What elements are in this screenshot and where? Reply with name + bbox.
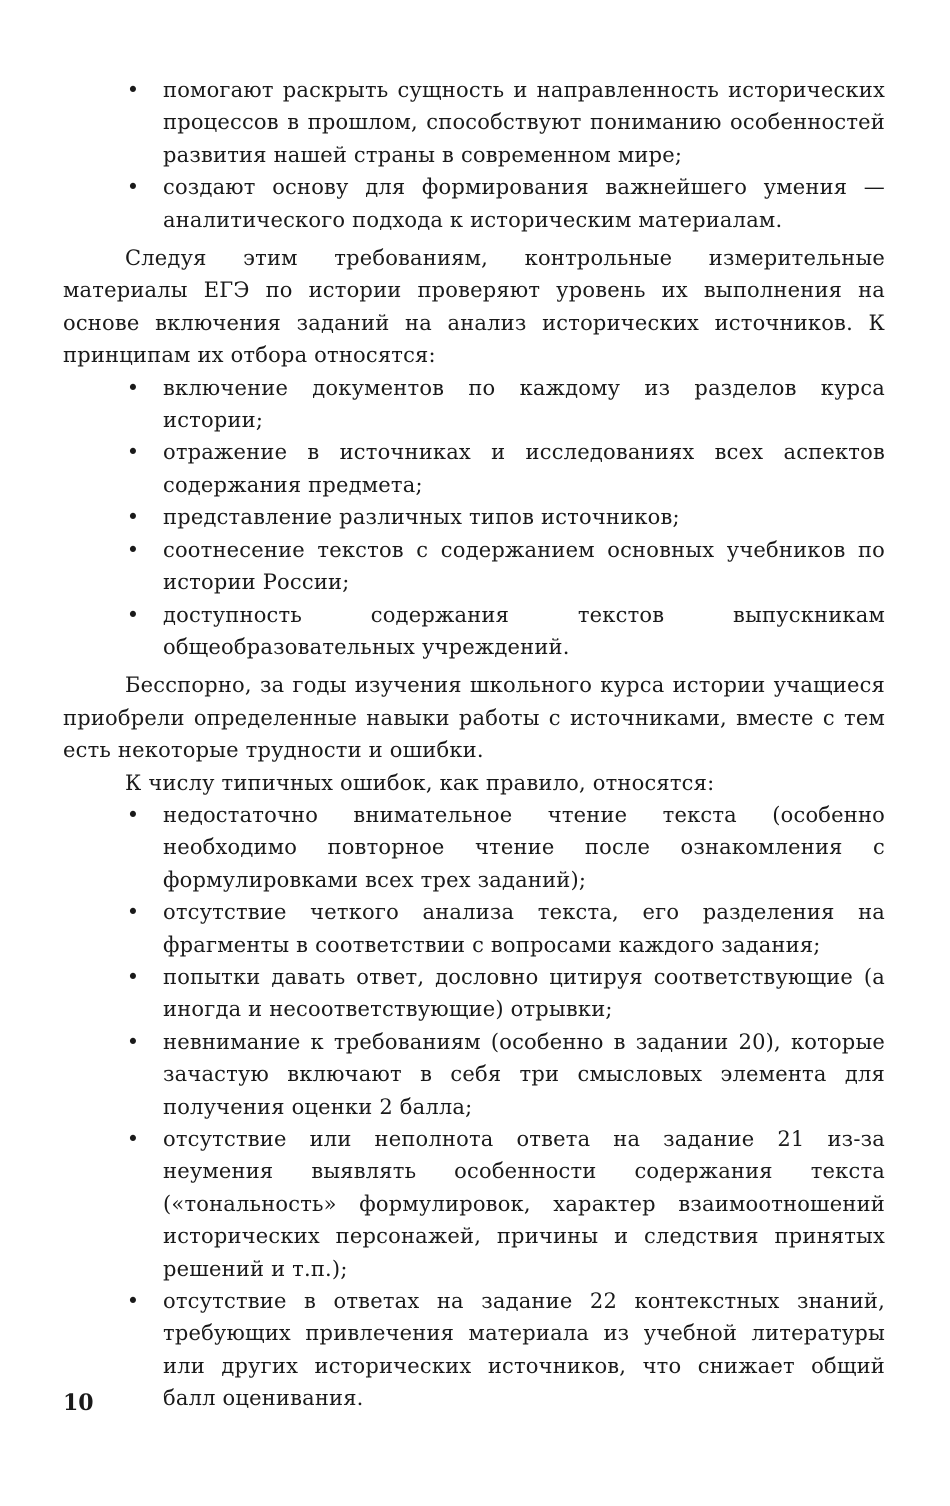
list-item-text: соотнесение текстов с содержанием основных учебников по истории России; xyxy=(163,537,885,595)
list-item xyxy=(63,171,885,236)
list-item-text: помогают раскрыть сущность и направленность исторических процессов в прошлом, способствуют пониманию особенностей развития нашей страны в современном мире; xyxy=(163,78,885,167)
page-content xyxy=(63,74,885,1415)
list-item-text: попытки давать ответ, дословно цитируя соответствующие (а иногда и несоответствующие) отрывки; xyxy=(163,964,885,1022)
paragraph-typical-errors: К числу типичных ошибок, как правило, относятся: xyxy=(125,770,715,795)
list-item-text: отражение в источниках и исследованиях всех аспектов содержания предмета; xyxy=(163,440,885,497)
list-errors xyxy=(63,799,885,1415)
bullet-icon: • xyxy=(126,1029,140,1054)
list-item-text: отсутствие в ответах на задание 22 контекстных знаний, требующих привлечения материала из учебной литературы или других исторических источников, что снижает общий балл оценивания. xyxy=(163,1289,885,1411)
list-item xyxy=(63,1026,885,1123)
list-item xyxy=(63,961,885,1026)
bullet-icon: • xyxy=(126,1127,140,1151)
list-functions xyxy=(63,74,885,236)
bullet-icon: • xyxy=(126,602,140,627)
list-item xyxy=(63,1123,885,1285)
list-item-text: отсутствие четкого анализа текста, его разделения на фрагменты в соответствии с вопросами каждого задания; xyxy=(163,900,885,957)
bullet-icon: • xyxy=(126,802,140,827)
list-item xyxy=(63,799,885,896)
list-item-text: создают основу для формирования важнейшего умения — аналитического подхода к историческим материалам. xyxy=(163,175,885,232)
list-principles xyxy=(63,372,885,664)
list-item-text: включение документов по каждому из разделов курса истории; xyxy=(163,375,885,433)
bullet-icon: • xyxy=(126,1289,140,1314)
list-item xyxy=(63,896,885,961)
bullet-icon: • xyxy=(126,537,140,562)
bullet-icon: • xyxy=(126,78,140,102)
bullet-icon: • xyxy=(126,900,140,925)
bullet-icon: • xyxy=(126,375,140,400)
list-item xyxy=(63,534,885,599)
list-item-text: недостаточно внимательное чтение текста (особенно необходимо повторное чтение после ознакомления с формулировками всех трех заданий); xyxy=(163,802,885,892)
list-item xyxy=(63,599,885,664)
paragraph-skills: Бесспорно, за годы изучения школьного курса истории учащиеся приобрели определенные навыки работы с источниками, вместе с тем есть некоторые трудности и ошибки. xyxy=(63,673,885,763)
page-number: 10 xyxy=(63,1390,94,1416)
list-item-text: представление различных типов источников; xyxy=(163,505,680,530)
list-item-text: невнимание к требованиям (особенно в задании 20), которые зачастую включают в себя три смысловых элемента для получения оценки 2 балла; xyxy=(163,1029,885,1119)
list-item xyxy=(63,74,885,171)
list-item-text: отсутствие или неполнота ответа на задание 21 из-за неумения выявлять особенности содержания текста («тональность» формулировок, характер взаимоотношений исторических персонажей, причины и следствия принятых решений и т.п.); xyxy=(163,1127,885,1281)
bullet-icon: • xyxy=(126,175,140,200)
list-item xyxy=(63,372,885,437)
bullet-icon: • xyxy=(126,505,140,530)
bullet-icon: • xyxy=(126,440,140,465)
bullet-icon: • xyxy=(126,964,140,989)
paragraph-requirements: Следуя этим требованиям, контрольные измерительные материалы ЕГЭ по истории проверяют уровень их выполнения на основе включения заданий на анализ исторических источников. К принципам их отбора относятся: xyxy=(63,246,885,368)
list-item-text: доступность содержания текстов выпускникам общеобразовательных учреждений. xyxy=(163,602,885,659)
list-item xyxy=(63,501,885,533)
list-item xyxy=(63,1285,885,1415)
list-item xyxy=(63,436,885,501)
